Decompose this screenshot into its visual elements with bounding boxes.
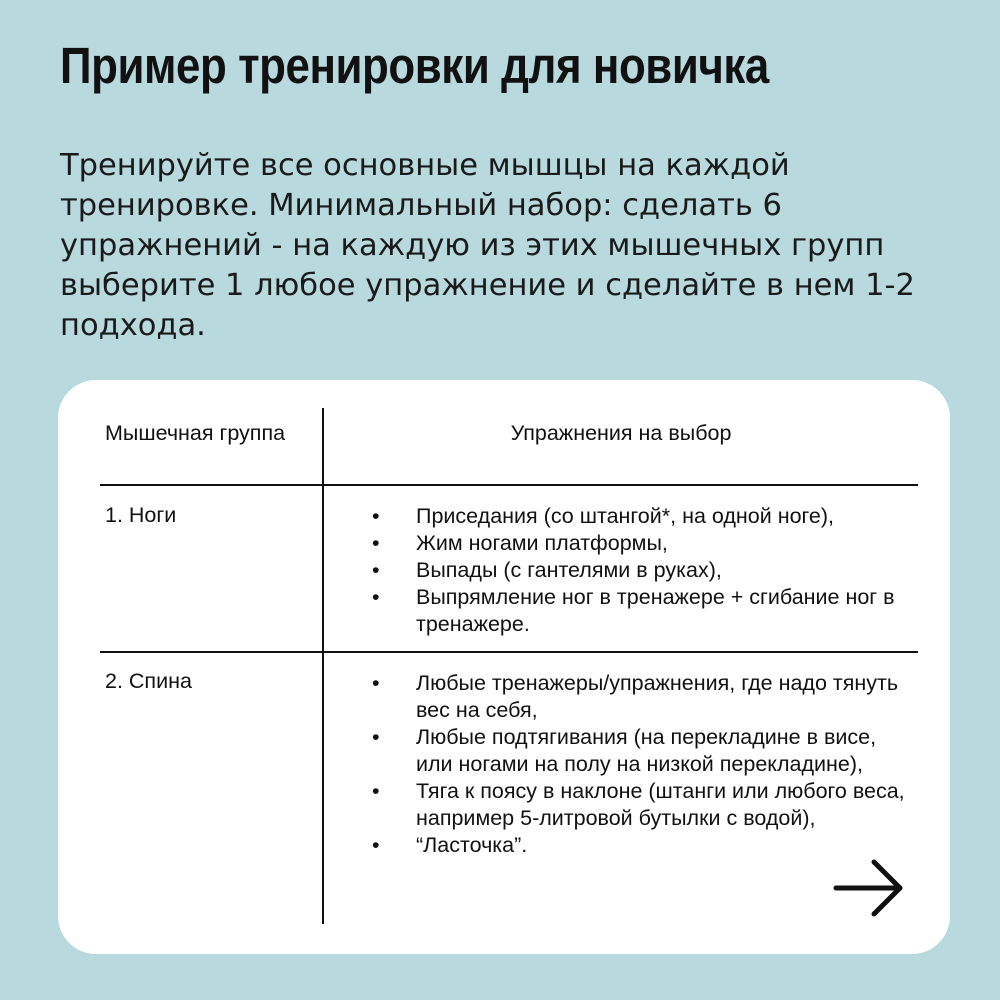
exercise-list-back [368, 670, 908, 859]
header-divider [100, 484, 918, 486]
list-item: • Тяга к поясу в наклоне (штанги или любого веса, например 5-литровой бутылки с водой), [368, 778, 908, 832]
list-item: • Жим ногами платформы, [368, 530, 908, 557]
list-item: • Приседания (со штангой*, на одной ноге), [368, 503, 908, 530]
header-muscle-group: Мышечная группа [105, 421, 286, 445]
intro-text: Тренируйте все основные мышцы на каждой тренировке. Минимальный набор: сделать 6 упражнений - на каждую из этих мышечных групп выберите 1 любое упражнение и сделайте в нем 1-2 подхода. [60, 148, 915, 343]
page-title: Пример тренировки для новичка [60, 37, 769, 94]
arrow-right-icon[interactable] [832, 856, 908, 920]
list-item: • Выпрямление ног в тренажере + сгибание ног в тренажере. [368, 584, 908, 638]
row-group-legs: 1. Ноги [105, 503, 177, 527]
list-item: • Любые тренажеры/упражнения, где надо тянуть вес на себя, [368, 670, 908, 724]
exercise-list-legs [368, 503, 908, 638]
list-item: • “Ласточка”. [368, 832, 908, 859]
row-divider [100, 651, 918, 653]
list-item: • Любые подтягивания (на перекладине в висе, или ногами на полу на низкой перекладине), [368, 724, 908, 778]
list-item: • Выпады (с гантелями в руках), [368, 557, 908, 584]
header-exercises: Упражнения на выбор [510, 421, 732, 445]
row-group-back: 2. Спина [105, 669, 192, 693]
exercise-table-card [58, 380, 950, 954]
